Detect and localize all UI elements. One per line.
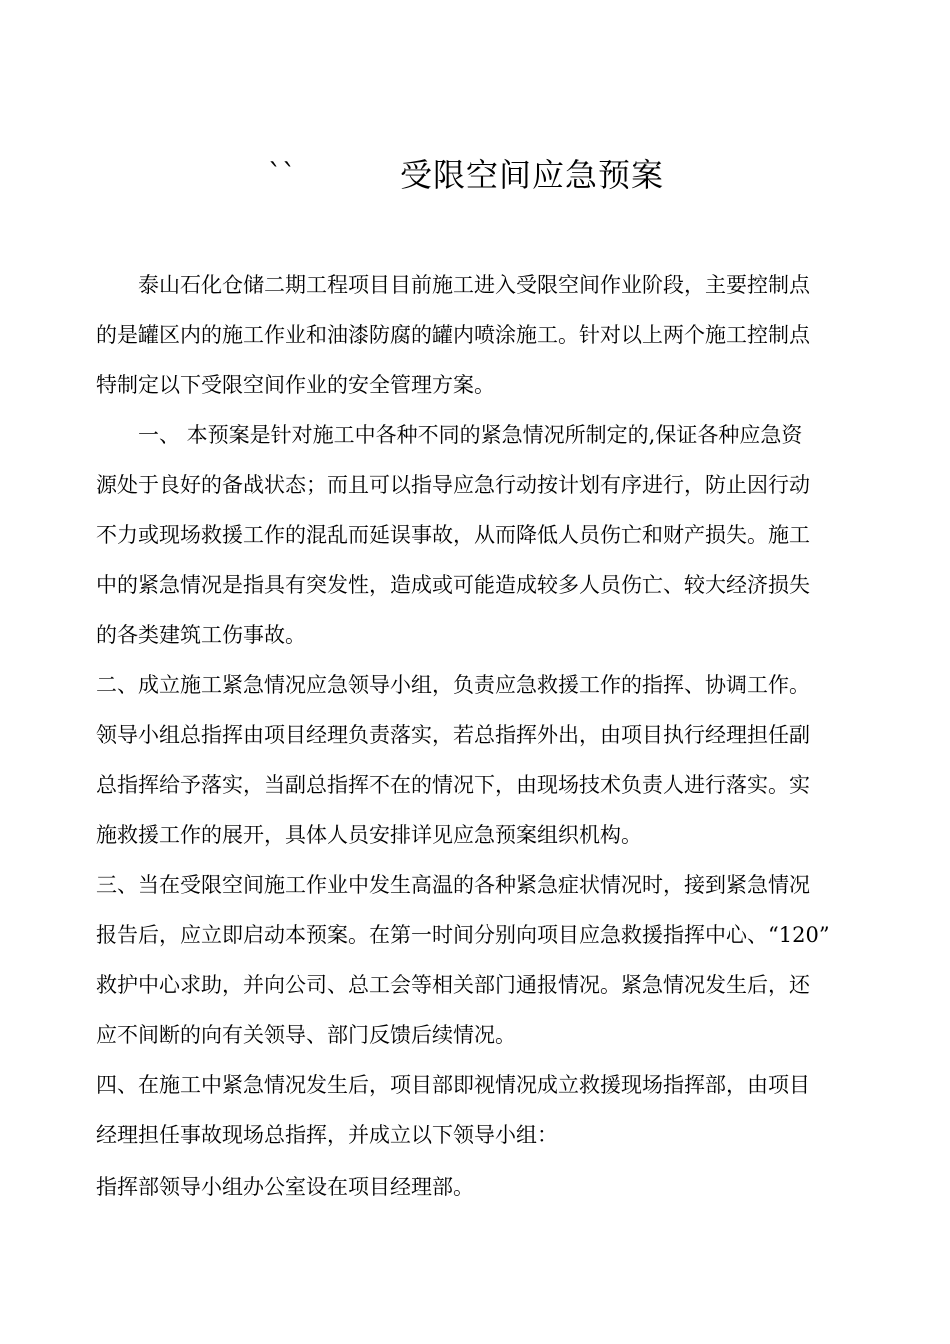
paragraph-line: 的各类建筑工伤事故。 (96, 623, 306, 647)
paragraph-line: 四、在施工中紧急情况发生后，项目部即视情况成立救援现场指挥部，由项目 (96, 1073, 810, 1097)
paragraph-line: 指挥部领导小组办公室设在项目经理部。 (96, 1175, 474, 1199)
document-title: 受限空间应急预案 (400, 156, 665, 194)
paragraph-line: 应不间断的向有关领导、部门反馈后续情况。 (96, 1023, 516, 1047)
title-marks: `` (268, 158, 296, 191)
paragraph-line: 二、成立施工紧急情况应急领导小组，负责应急救援工作的指挥、协调工作。 (96, 673, 810, 697)
paragraph-line: 三、当在受限空间施工作业中发生高温的各种紧急症状情况时，接到紧急情况 (96, 873, 810, 897)
paragraph-line: 的是罐区内的施工作业和油漆防腐的罐内喷涂施工。针对以上两个施工控制点 (96, 323, 810, 347)
paragraph-line: 救护中心求助，并向公司、总工会等相关部门通报情况。紧急情况发生后，还 (96, 973, 810, 997)
title-row (0, 150, 950, 200)
paragraph-line: 特制定以下受限空间作业的安全管理方案。 (96, 373, 495, 397)
paragraph-line: 不力或现场救援工作的混乱而延误事故，从而降低人员伤亡和财产损失。施工 (96, 523, 810, 547)
paragraph-line: 总指挥给予落实，当副总指挥不在的情况下，由现场技术负责人进行落实。实 (96, 773, 810, 797)
paragraph-line: 报告后，应立即启动本预案。在第一时间分别向项目应急救援指挥中心、“120” (96, 923, 830, 947)
paragraph-line: 一、 本预案是针对施工中各种不同的紧急情况所制定的,保证各种应急资 (138, 423, 803, 447)
paragraph-line: 泰山石化仓储二期工程项目目前施工进入受限空间作业阶段，主要控制点 (138, 273, 810, 297)
paragraph-line: 源处于良好的备战状态；而且可以指导应急行动按计划有序进行，防止因行动 (96, 473, 810, 497)
paragraph-line: 经理担任事故现场总指挥，并成立以下领导小组： (96, 1123, 558, 1147)
paragraph-line: 施救援工作的展开，具体人员安排详见应急预案组织机构。 (96, 823, 642, 847)
paragraph-line: 中的紧急情况是指具有突发性，造成或可能造成较多人员伤亡、较大经济损失 (96, 573, 810, 597)
paragraph-line: 领导小组总指挥由项目经理负责落实，若总指挥外出，由项目执行经理担任副 (96, 723, 810, 747)
